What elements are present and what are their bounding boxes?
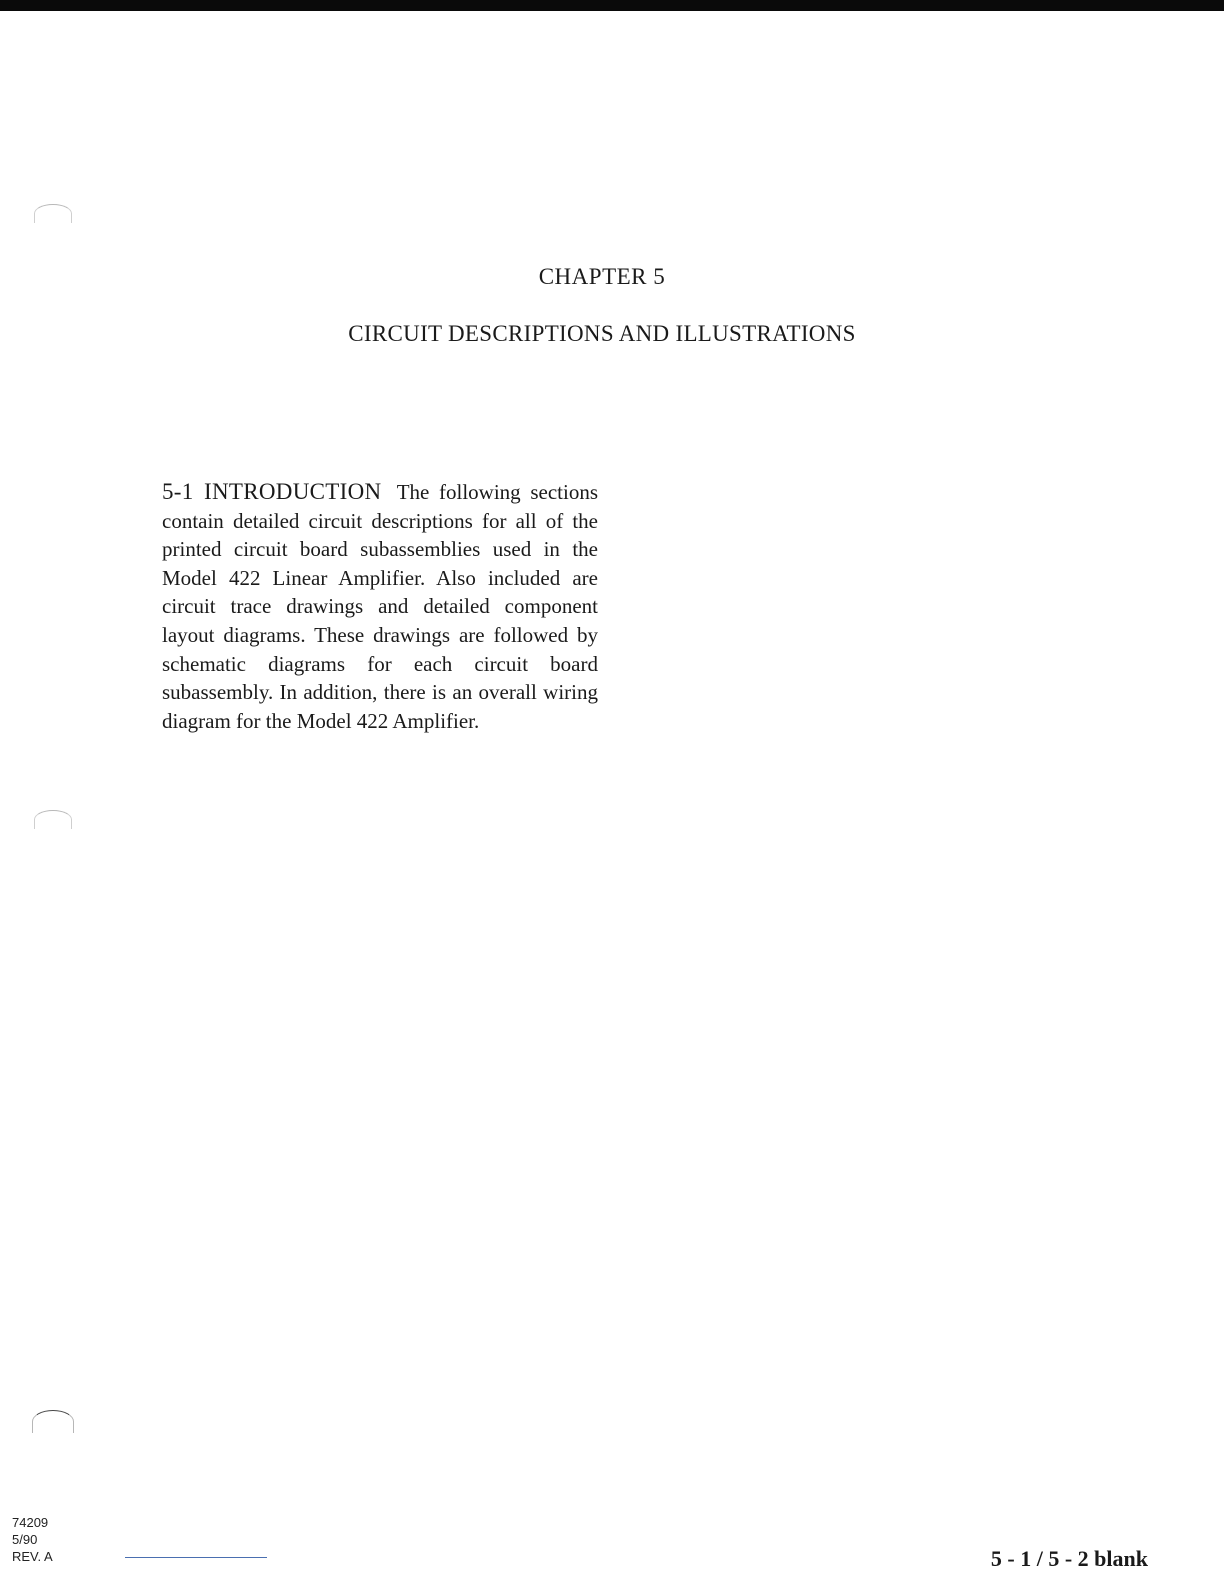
chapter-label: CHAPTER 5 [538, 264, 666, 289]
document-number: 74209 [12, 1515, 49, 1530]
document-date: 5/90 [12, 1532, 38, 1547]
footer-rule [125, 1557, 267, 1558]
section-heading: 5-1 INTRODUCTION [162, 479, 382, 504]
punch-hole-mark [34, 810, 72, 829]
document-revision: REV. A [12, 1549, 53, 1564]
section-body: The following sections contain detailed circuit descriptions for all of the printed circuit board subassemblies used in the Model 422 Linear Amplifier. Also included are circuit trace drawings and detailed component layout diagrams. These drawings are followed by schematic diagrams for each circuit board subassembly. In addition, there is an overall wiring diagram for the Model 422 Amplifier. [162, 480, 598, 733]
punch-hole-mark [34, 204, 72, 223]
introduction-section [162, 478, 598, 735]
document-info [12, 1514, 53, 1565]
scan-top-edge [0, 0, 1224, 11]
punch-hole-mark [32, 1410, 74, 1433]
page-number: 5 - 1 / 5 - 2 blank [990, 1546, 1148, 1571]
chapter-title: CIRCUIT DESCRIPTIONS AND ILLUSTRATIONS [348, 321, 856, 346]
